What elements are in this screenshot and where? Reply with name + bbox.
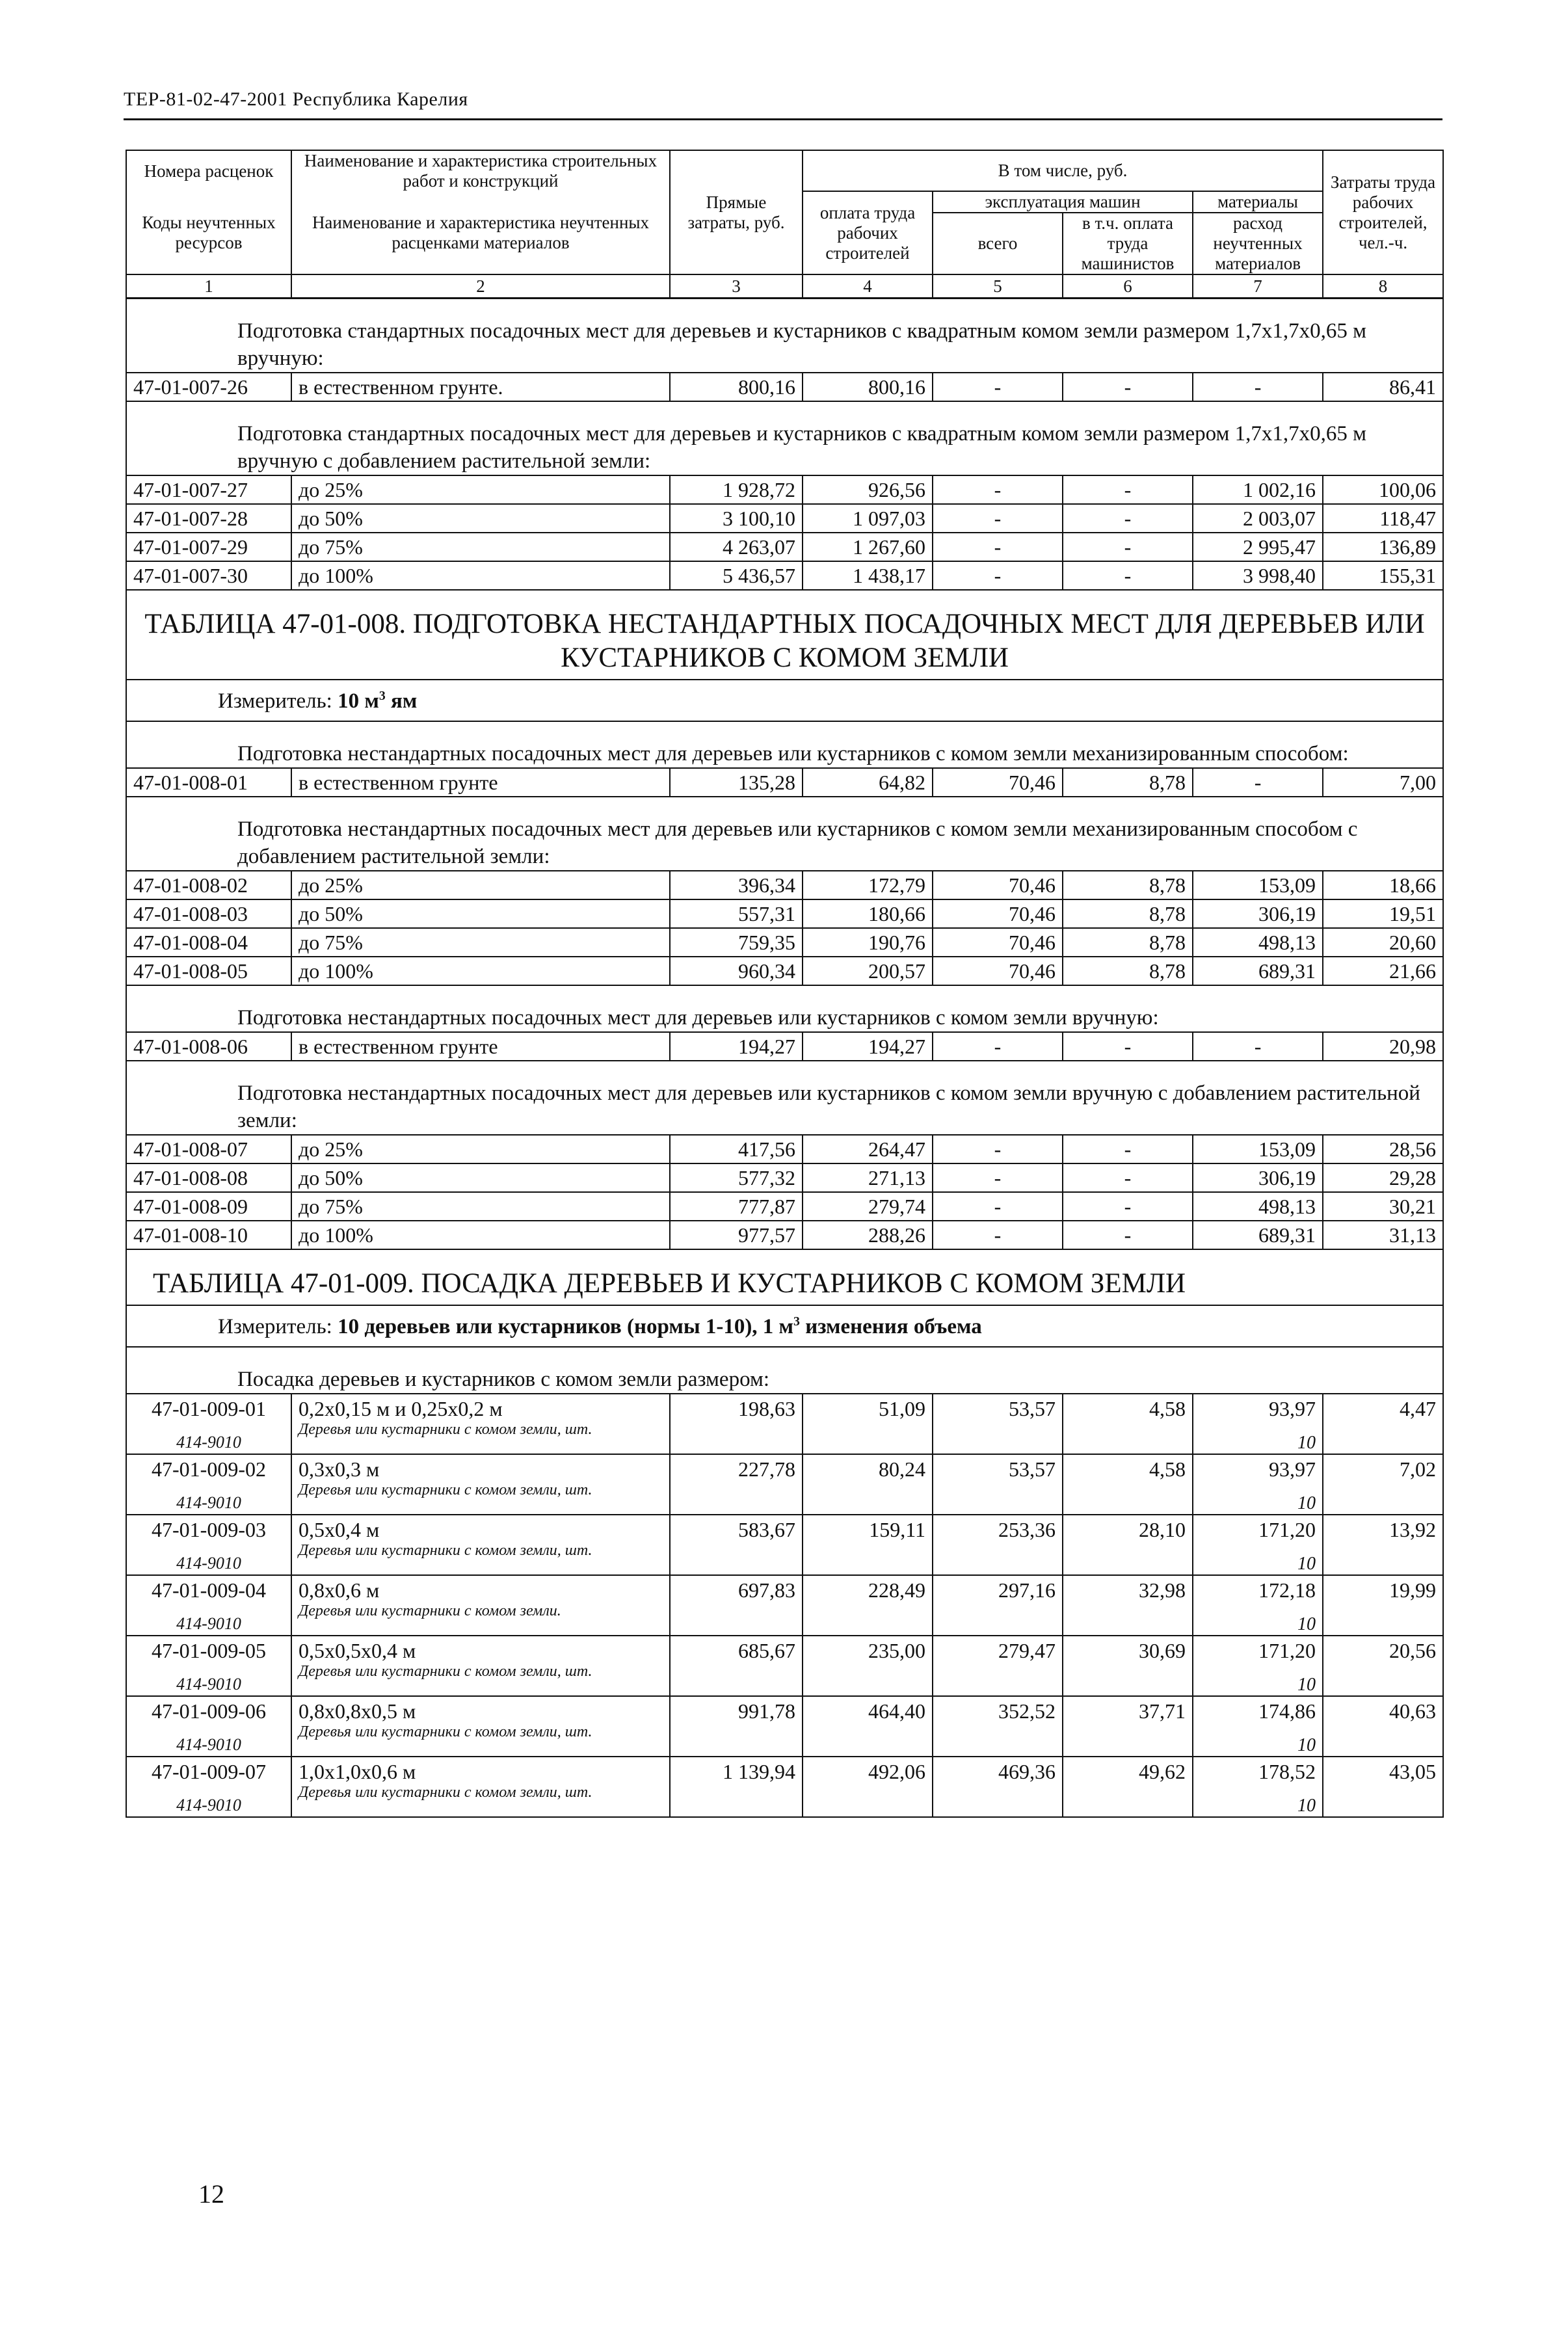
page-number: 12 [198, 2179, 224, 2209]
table-row [126, 1032, 1443, 1061]
material-cell [1193, 1515, 1323, 1575]
material-cell [1193, 1636, 1323, 1696]
labor-hours: 100,06 [1323, 475, 1443, 504]
table-008-measure-value-group [338, 689, 417, 713]
rate-code: 47-01-008-01 [126, 768, 291, 797]
work-name-cell [291, 1757, 670, 1817]
machine-total: - [933, 1032, 1063, 1061]
labor-hours: 7,02 [1323, 1454, 1443, 1515]
labor-hours: 155,31 [1323, 561, 1443, 590]
rate-code: 47-01-008-02 [126, 871, 291, 899]
table-row [126, 533, 1443, 561]
table-008-title: ТАБЛИЦА 47-01-008. ПОДГОТОВКА НЕСТАНДАРТНЫХ ПОСАДОЧНЫХ МЕСТ ДЛЯ ДЕРЕВЬЕВ ИЛИ КУСТАРНИКОВ С КОМОМ ЗЕМЛИ [126, 590, 1443, 680]
work-name-cell [291, 1515, 670, 1575]
machinist-pay: - [1063, 533, 1193, 561]
labor-pay: 228,49 [803, 1575, 933, 1636]
header-number-row [126, 274, 1443, 299]
material-cost: 171,20 [1258, 1518, 1316, 1541]
price-table [126, 150, 1444, 1818]
machine-total: 53,57 [933, 1454, 1063, 1515]
rate-code: 47-01-009-07 [152, 1760, 266, 1783]
table-row [126, 1192, 1443, 1221]
table-009-title-row [126, 1249, 1443, 1305]
resource-code: 414-9010 [176, 1675, 241, 1694]
section-heading-1-row [126, 299, 1443, 373]
direct-cost: 1 928,72 [670, 475, 803, 504]
work-name: до 25% [291, 871, 670, 899]
labor-pay: 1 267,60 [803, 533, 933, 561]
machinist-pay: - [1063, 1135, 1193, 1163]
rate-code-cell [126, 1454, 291, 1515]
direct-cost: 777,87 [670, 1192, 803, 1221]
material-cost: 2 003,07 [1193, 504, 1323, 533]
labor-hours: 20,60 [1323, 928, 1443, 957]
machinist-pay: 8,78 [1063, 899, 1193, 928]
machinist-pay: 8,78 [1063, 928, 1193, 957]
col2-top-header: Наименование и характеристика строительных работ и конструкций [291, 150, 670, 191]
table-row [126, 561, 1443, 590]
labor-hours: 19,99 [1323, 1575, 1443, 1636]
direct-cost: 759,35 [670, 928, 803, 957]
direct-cost: 417,56 [670, 1135, 803, 1163]
work-name: в естественном грунте. [291, 373, 670, 401]
machine-total: - [933, 1135, 1063, 1163]
table-008-measure [126, 680, 1443, 721]
direct-cost: 685,67 [670, 1636, 803, 1696]
machinist-pay: - [1063, 504, 1193, 533]
table-008-title-row [126, 590, 1443, 680]
rate-code: 47-01-008-06 [126, 1032, 291, 1061]
material-cell [1193, 1575, 1323, 1636]
material-cost: 2 995,47 [1193, 533, 1323, 561]
table-row [126, 504, 1443, 533]
direct-cost: 577,32 [670, 1163, 803, 1192]
col3-header: Прямые затраты, руб. [670, 150, 803, 274]
work-name: до 75% [291, 928, 670, 957]
col4-header: оплата труда рабочих строителей [803, 191, 933, 274]
ball-size: 0,3х0,3 м [299, 1457, 380, 1481]
direct-cost: 4 263,07 [670, 533, 803, 561]
direct-cost: 557,31 [670, 899, 803, 928]
labor-pay: 271,13 [803, 1163, 933, 1192]
direct-cost: 198,63 [670, 1394, 803, 1454]
machine-total: - [933, 533, 1063, 561]
work-name: до 75% [291, 533, 670, 561]
work-name: до 75% [291, 1192, 670, 1221]
labor-pay: 194,27 [803, 1032, 933, 1061]
rate-code: 47-01-009-03 [152, 1518, 266, 1541]
table-row [126, 1757, 1443, 1817]
machinist-pay: 8,78 [1063, 871, 1193, 899]
rate-code-cell [126, 1696, 291, 1757]
machine-total: 70,46 [933, 899, 1063, 928]
direct-cost: 697,83 [670, 1575, 803, 1636]
ball-size: 0,8х0,8х0,5 м [299, 1699, 416, 1723]
section-heading-2: Подготовка стандартных посадочных мест для деревьев и кустарников с квадратным комом земли размером 1,7х1,7х0,65 м вручную с добавлением растительной земли: [126, 401, 1443, 475]
labor-hours: 18,66 [1323, 871, 1443, 899]
work-name: до 50% [291, 899, 670, 928]
machinist-pay: 4,58 [1063, 1394, 1193, 1454]
resource-code: 414-9010 [176, 1433, 241, 1452]
machine-total: 297,16 [933, 1575, 1063, 1636]
labor-pay: 51,09 [803, 1394, 933, 1454]
resource-name: Деревья или кустарники с комом земли. [299, 1602, 561, 1619]
work-name: до 25% [291, 1135, 670, 1163]
rate-code: 47-01-007-29 [126, 533, 291, 561]
work-name: в естественном грунте [291, 768, 670, 797]
labor-hours: 31,13 [1323, 1221, 1443, 1249]
work-name-cell [291, 1454, 670, 1515]
material-cost: 174,86 [1258, 1699, 1316, 1723]
machine-total: - [933, 1163, 1063, 1192]
rate-code-cell [126, 1575, 291, 1636]
ball-size: 0,5х0,5х0,4 м [299, 1639, 416, 1662]
labor-hours: 30,21 [1323, 1192, 1443, 1221]
col6-header: в т.ч. оплата труда машинистов [1063, 213, 1193, 274]
resource-quantity: 10 [1297, 1796, 1316, 1816]
section-heading-3-row [126, 721, 1443, 768]
direct-cost: 960,34 [670, 957, 803, 985]
labor-pay: 200,57 [803, 957, 933, 985]
table-row [126, 928, 1443, 957]
direct-cost: 396,34 [670, 871, 803, 899]
table-row [126, 1454, 1443, 1515]
labor-pay: 159,11 [803, 1515, 933, 1575]
resource-quantity: 10 [1297, 1614, 1316, 1634]
machine-total: - [933, 504, 1063, 533]
material-cost: - [1193, 1032, 1323, 1061]
resource-name: Деревья или кустарники с комом земли, шт. [299, 1723, 592, 1740]
labor-pay: 80,24 [803, 1454, 933, 1515]
table-008-measure-row [126, 680, 1443, 721]
rate-code: 47-01-008-04 [126, 928, 291, 957]
table-row [126, 1163, 1443, 1192]
direct-cost: 800,16 [670, 373, 803, 401]
table-row [126, 1696, 1443, 1757]
resource-code: 414-9010 [176, 1614, 241, 1633]
col7-header: расход неучтенных материалов [1193, 213, 1323, 274]
labor-pay: 492,06 [803, 1757, 933, 1817]
col-num-3: 3 [670, 274, 803, 299]
resource-name: Деревья или кустарники с комом земли, шт. [299, 1542, 592, 1559]
machinist-pay: 30,69 [1063, 1636, 1193, 1696]
table-row [126, 1135, 1443, 1163]
rate-code-cell [126, 1394, 291, 1454]
machinist-pay: - [1063, 1192, 1193, 1221]
rate-code: 47-01-009-06 [152, 1699, 266, 1723]
table-row [126, 1575, 1443, 1636]
work-name: до 50% [291, 1163, 670, 1192]
machine-total: 253,36 [933, 1515, 1063, 1575]
material-cost: 171,20 [1258, 1639, 1316, 1662]
rate-code: 47-01-007-27 [126, 475, 291, 504]
running-head: ТЕР-81-02-47-2001 Республика Карелия [124, 88, 468, 110]
section-heading-5: Подготовка нестандартных посадочных мест для деревьев или кустарников с комом земли вручную: [126, 985, 1443, 1032]
material-cost: 498,13 [1193, 1192, 1323, 1221]
labor-pay: 190,76 [803, 928, 933, 957]
table-009-measure-value-group [338, 1315, 982, 1338]
machinist-pay: - [1063, 1163, 1193, 1192]
resource-quantity: 10 [1297, 1493, 1316, 1513]
work-name-cell [291, 1636, 670, 1696]
table-row [126, 1394, 1443, 1454]
labor-hours: 20,98 [1323, 1032, 1443, 1061]
rate-code-cell [126, 1636, 291, 1696]
work-name-cell [291, 1575, 670, 1636]
header-row-1 [126, 150, 1443, 191]
table-row [126, 871, 1443, 899]
table-009-measure-row [126, 1305, 1443, 1347]
table-row [126, 957, 1443, 985]
material-cost: 172,18 [1258, 1578, 1316, 1602]
direct-cost: 991,78 [670, 1696, 803, 1757]
work-name: до 100% [291, 1221, 670, 1249]
work-name: до 25% [291, 475, 670, 504]
machine-total: 53,57 [933, 1394, 1063, 1454]
labor-pay: 279,74 [803, 1192, 933, 1221]
col-num-7: 7 [1193, 274, 1323, 299]
resource-quantity: 10 [1297, 1433, 1316, 1453]
machine-total: 352,52 [933, 1696, 1063, 1757]
machine-total: 70,46 [933, 768, 1063, 797]
resource-code: 414-9010 [176, 1796, 241, 1814]
labor-hours: 28,56 [1323, 1135, 1443, 1163]
table-008-measure-value: 10 м [338, 689, 379, 713]
rate-code: 47-01-009-04 [152, 1578, 266, 1602]
table-009-title: ТАБЛИЦА 47-01-009. ПОСАДКА ДЕРЕВЬЕВ И КУСТАРНИКОВ С КОМОМ ЗЕМЛИ [126, 1249, 1443, 1305]
resource-quantity: 10 [1297, 1735, 1316, 1755]
direct-cost: 194,27 [670, 1032, 803, 1061]
ball-size: 0,2х0,15 м и 0,25х0,2 м [299, 1397, 503, 1420]
section-heading-1: Подготовка стандартных посадочных мест для деревьев и кустарников с квадратным комом земли размером 1,7х1,7х0,65 м вручную: [126, 299, 1443, 373]
resource-name: Деревья или кустарники с комом земли, шт. [299, 1663, 592, 1680]
col1-top-header: Номера расценок [126, 150, 291, 191]
labor-pay: 464,40 [803, 1696, 933, 1757]
rate-code: 47-01-009-02 [152, 1457, 266, 1481]
table-row [126, 1221, 1443, 1249]
material-cost: 3 998,40 [1193, 561, 1323, 590]
labor-hours: 21,66 [1323, 957, 1443, 985]
rate-code: 47-01-008-05 [126, 957, 291, 985]
labor-hours: 7,00 [1323, 768, 1443, 797]
ball-size: 1,0х1,0х0,6 м [299, 1760, 416, 1783]
machinist-pay: 4,58 [1063, 1454, 1193, 1515]
rate-code: 47-01-008-07 [126, 1135, 291, 1163]
machinist-pay: - [1063, 561, 1193, 590]
machine-total: 279,47 [933, 1636, 1063, 1696]
col-num-4: 4 [803, 274, 933, 299]
machine-total: 70,46 [933, 957, 1063, 985]
materials-header: материалы [1193, 191, 1323, 213]
table-008-measure-tail: ям [385, 689, 418, 713]
labor-pay: 800,16 [803, 373, 933, 401]
direct-cost: 977,57 [670, 1221, 803, 1249]
material-cell [1193, 1454, 1323, 1515]
work-name: до 100% [291, 561, 670, 590]
table-row [126, 373, 1443, 401]
machine-total: - [933, 1192, 1063, 1221]
table-row [126, 1636, 1443, 1696]
section-heading-6: Подготовка нестандартных посадочных мест для деревьев или кустарников с комом земли вручную с добавлением растительной земли: [126, 1061, 1443, 1135]
col-num-2: 2 [291, 274, 670, 299]
direct-cost: 3 100,10 [670, 504, 803, 533]
col8-header: Затраты труда рабочих строителей, чел.-ч. [1323, 150, 1443, 274]
section-heading-6-row [126, 1061, 1443, 1135]
machine-total: 70,46 [933, 871, 1063, 899]
labor-pay: 1 097,03 [803, 504, 933, 533]
resource-name: Деревья или кустарники с комом земли, шт. [299, 1421, 592, 1438]
direct-cost: 135,28 [670, 768, 803, 797]
machinist-pay: - [1063, 1221, 1193, 1249]
rate-code: 47-01-009-05 [152, 1639, 266, 1662]
machine-total: 469,36 [933, 1757, 1063, 1817]
material-cost: 306,19 [1193, 1163, 1323, 1192]
table-009-measure [126, 1305, 1443, 1347]
machine-total: - [933, 1221, 1063, 1249]
material-cost: 1 002,16 [1193, 475, 1323, 504]
material-cost: 498,13 [1193, 928, 1323, 957]
labor-pay: 64,82 [803, 768, 933, 797]
material-cost: - [1193, 373, 1323, 401]
machinist-pay: 32,98 [1063, 1575, 1193, 1636]
labor-pay: 235,00 [803, 1636, 933, 1696]
resource-name: Деревья или кустарники с комом земли, шт. [299, 1784, 592, 1801]
including-header: В том числе, руб. [803, 150, 1323, 191]
machine-total: - [933, 475, 1063, 504]
labor-hours: 13,92 [1323, 1515, 1443, 1575]
direct-cost: 227,78 [670, 1454, 803, 1515]
material-cost: 689,31 [1193, 957, 1323, 985]
direct-cost: 5 436,57 [670, 561, 803, 590]
col5-header: всего [933, 213, 1063, 274]
ball-size: 0,8х0,6 м [299, 1578, 380, 1602]
material-cost: 93,97 [1269, 1457, 1316, 1481]
material-cell [1193, 1757, 1323, 1817]
labor-pay: 1 438,17 [803, 561, 933, 590]
machine-total: - [933, 373, 1063, 401]
table-009-measure-value: 10 деревьев или кустарников (нормы 1-10), 1 м [338, 1315, 794, 1338]
labor-pay: 926,56 [803, 475, 933, 504]
col-num-6: 6 [1063, 274, 1193, 299]
rate-code: 47-01-007-28 [126, 504, 291, 533]
section-heading-4: Подготовка нестандартных посадочных мест для деревьев или кустарников с комом земли механизированным способом с добавлением растительной земли: [126, 797, 1443, 871]
machinist-pay: 8,78 [1063, 768, 1193, 797]
table-009-measure-superscript: 3 [793, 1314, 800, 1329]
labor-hours: 20,56 [1323, 1636, 1443, 1696]
labor-hours: 136,89 [1323, 533, 1443, 561]
labor-hours: 86,41 [1323, 373, 1443, 401]
labor-hours: 43,05 [1323, 1757, 1443, 1817]
material-cost: 178,52 [1258, 1760, 1316, 1783]
material-cost: 153,09 [1193, 1135, 1323, 1163]
labor-hours: 19,51 [1323, 899, 1443, 928]
machine-total: - [933, 561, 1063, 590]
machinist-pay: 49,62 [1063, 1757, 1193, 1817]
machinist-pay: 37,71 [1063, 1696, 1193, 1757]
table-008-measure-superscript: 3 [379, 689, 386, 703]
rate-code: 47-01-009-01 [152, 1397, 266, 1420]
table-row [126, 768, 1443, 797]
material-cell [1193, 1696, 1323, 1757]
rate-code: 47-01-007-26 [126, 373, 291, 401]
resource-code: 414-9010 [176, 1554, 241, 1573]
table-008-measure-label: Измеритель: [218, 689, 332, 713]
labor-pay: 264,47 [803, 1135, 933, 1163]
machinist-pay: 8,78 [1063, 957, 1193, 985]
col1-bottom-header: Коды неучтенных ресурсов [126, 191, 291, 274]
resource-name: Деревья или кустарники с комом земли, шт. [299, 1481, 592, 1498]
table-009-measure-tail: изменения объема [799, 1315, 982, 1338]
machines-header: эксплуатация машин [933, 191, 1193, 213]
machinist-pay: - [1063, 373, 1193, 401]
rate-code-cell [126, 1515, 291, 1575]
work-name-cell [291, 1394, 670, 1454]
resource-quantity: 10 [1297, 1554, 1316, 1574]
direct-cost: 583,67 [670, 1515, 803, 1575]
material-cost: 93,97 [1269, 1397, 1316, 1420]
direct-cost: 1 139,94 [670, 1757, 803, 1817]
col-num-5: 5 [933, 274, 1063, 299]
table-row [126, 475, 1443, 504]
material-cost: 306,19 [1193, 899, 1323, 928]
table-row [126, 899, 1443, 928]
labor-pay: 172,79 [803, 871, 933, 899]
section-heading-2-row [126, 401, 1443, 475]
resource-quantity: 10 [1297, 1675, 1316, 1695]
labor-hours: 29,28 [1323, 1163, 1443, 1192]
rate-code-cell [126, 1757, 291, 1817]
rate-code: 47-01-008-09 [126, 1192, 291, 1221]
material-cell [1193, 1394, 1323, 1454]
work-name: до 50% [291, 504, 670, 533]
resource-code: 414-9010 [176, 1493, 241, 1512]
ball-size: 0,5х0,4 м [299, 1518, 380, 1541]
machinist-pay: - [1063, 1032, 1193, 1061]
table-009-measure-label: Измеритель: [218, 1315, 332, 1338]
material-cost: - [1193, 768, 1323, 797]
rate-code: 47-01-008-03 [126, 899, 291, 928]
table-row [126, 1515, 1443, 1575]
col2-bottom-header: Наименование и характеристика неучтенных расценками материалов [291, 191, 670, 274]
labor-pay: 288,26 [803, 1221, 933, 1249]
col-num-1: 1 [126, 274, 291, 299]
work-name: до 100% [291, 957, 670, 985]
col-num-8: 8 [1323, 274, 1443, 299]
machinist-pay: 28,10 [1063, 1515, 1193, 1575]
section-heading-3: Подготовка нестандартных посадочных мест для деревьев или кустарников с комом земли механизированным способом: [126, 721, 1443, 768]
material-cost: 153,09 [1193, 871, 1323, 899]
work-name-cell [291, 1696, 670, 1757]
work-name: в естественном грунте [291, 1032, 670, 1061]
header-rule [124, 118, 1442, 120]
machine-total: 70,46 [933, 928, 1063, 957]
labor-hours: 118,47 [1323, 504, 1443, 533]
rate-code: 47-01-008-08 [126, 1163, 291, 1192]
section-heading-5-row [126, 985, 1443, 1032]
labor-hours: 40,63 [1323, 1696, 1443, 1757]
machinist-pay: - [1063, 475, 1193, 504]
labor-pay: 180,66 [803, 899, 933, 928]
section-heading-7-row [126, 1347, 1443, 1394]
section-heading-7: Посадка деревьев и кустарников с комом земли размером: [126, 1347, 1443, 1394]
section-heading-4-row [126, 797, 1443, 871]
rate-code: 47-01-008-10 [126, 1221, 291, 1249]
material-cost: 689,31 [1193, 1221, 1323, 1249]
rate-code: 47-01-007-30 [126, 561, 291, 590]
labor-hours: 4,47 [1323, 1394, 1443, 1454]
resource-code: 414-9010 [176, 1735, 241, 1754]
